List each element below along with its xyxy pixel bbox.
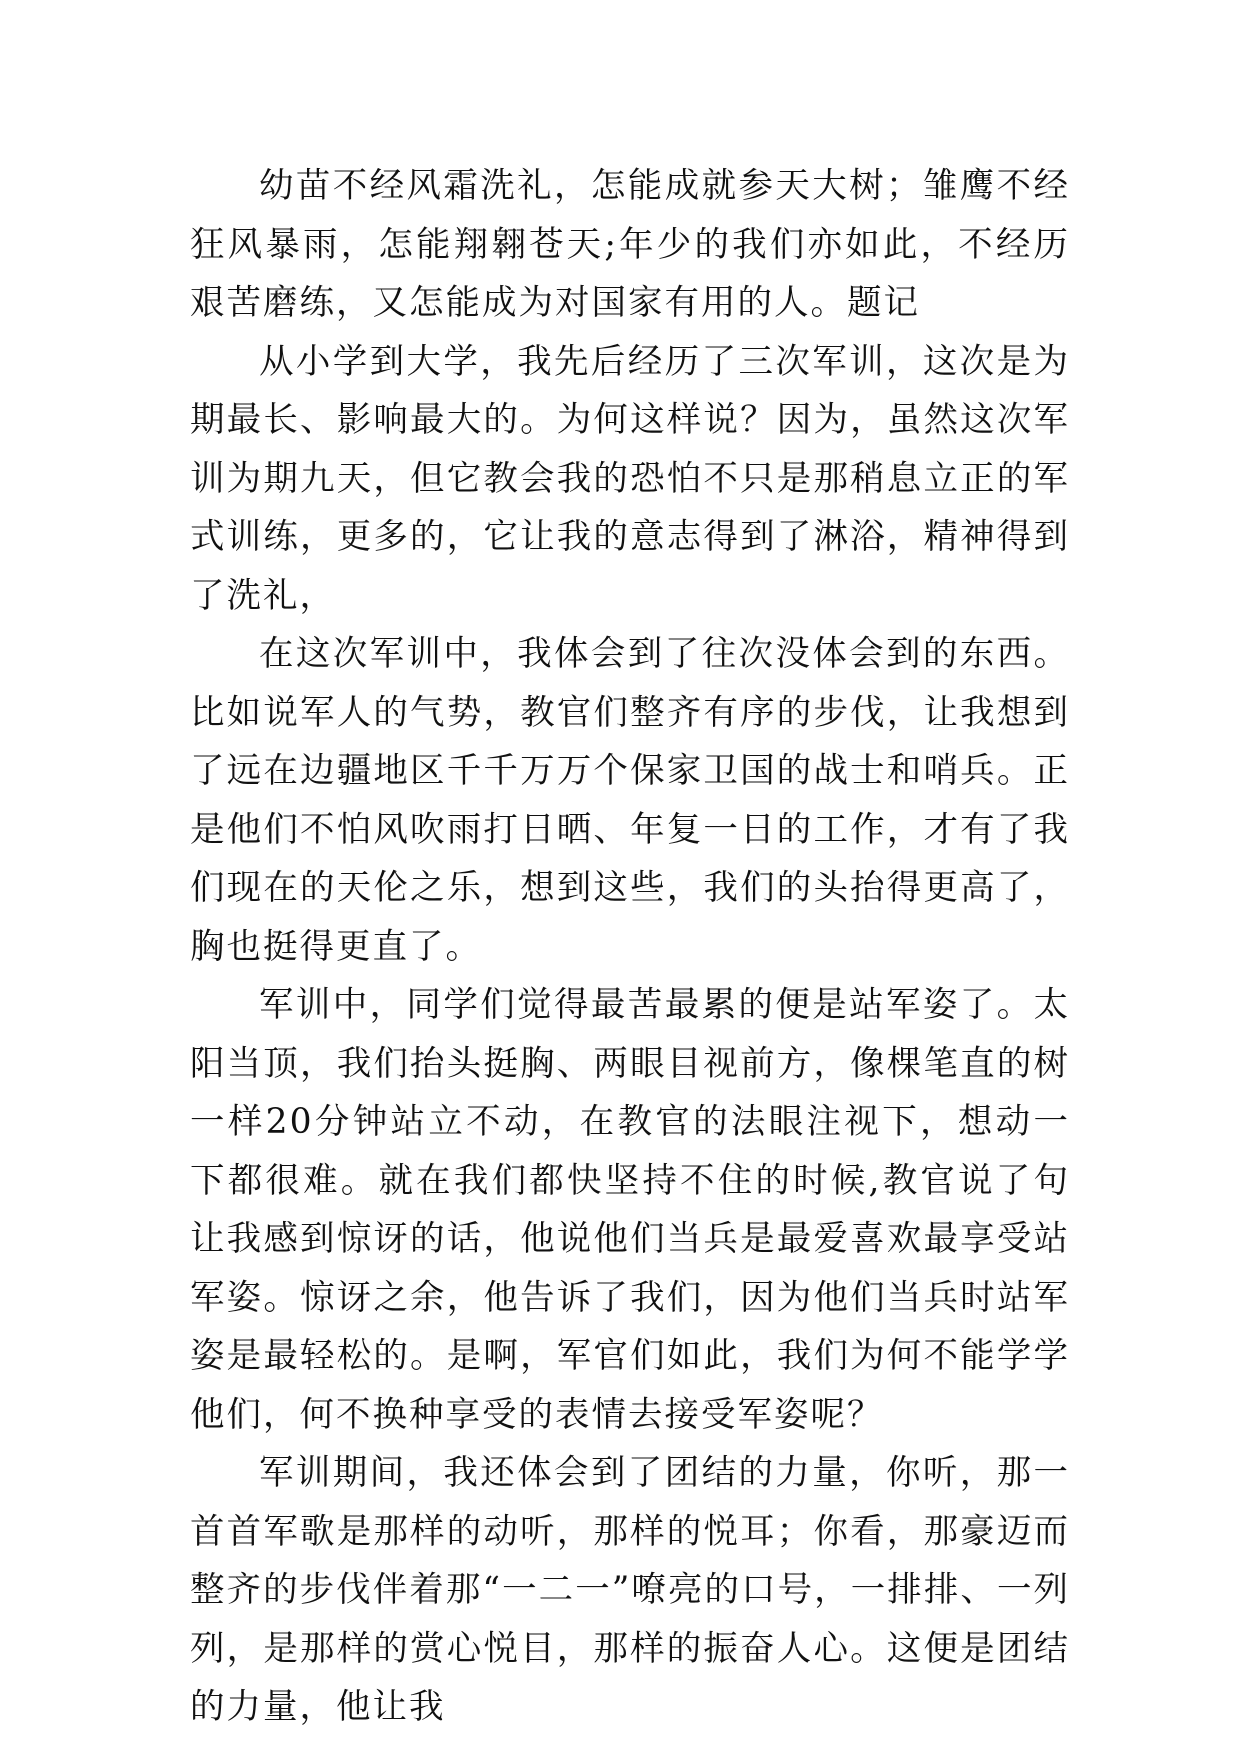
- paragraph-unity-strength: 军训期间，我还体会到了团结的力量，你听，那一首首军歌是那样的动听，那样的悦耳；你看，那豪迈而整齐的步伐伴着那“一二一”嘹亮的口号，一排排、一列列，是那样的赏心悦目，那样的振奋人心。这便是团结的力量，他让我: [190, 1453, 1070, 1727]
- paragraph-standing-posture: 军训中，同学们觉得最苦最累的便是站军姿了。太阳当顶，我们抬头挺胸、两眼目视前方，像棵笔直的树一样20分钟站立不动，在教官的法眼注视下，想动一下都很难。就在我们都快坚持不住的时候,教官说了句让我感到惊讶的话，他说他们当兵是最爱喜欢最享受站军姿。惊讶之余，他告诉了我们，因为他们当兵时站军姿是最轻松的。是啊，军官们如此，我们为何不能学学他们，何不换种享受的表情去接受军姿呢？: [190, 985, 1070, 1435]
- document-body: [190, 157, 1070, 1737]
- paragraph-military-training-intro: 从小学到大学，我先后经历了三次军训，这次是为期最长、影响最大的。为何这样说？因为，虽然这次军训为期九天，但它教会我的恐怕不只是那稍息立正的军式训练，更多的，它让我的意志得到了淋浴，精神得到了洗礼，: [190, 341, 1070, 616]
- paragraph-epigraph: 幼苗不经风霜洗礼，怎能成就参天大树；雏鹰不经狂风暴雨，怎能翔翱苍天;年少的我们亦如此，不经历艰苦磨练，又怎能成为对国家有用的人。题记: [190, 166, 1070, 323]
- paragraph-soldier-spirit: 在这次军训中，我体会到了往次没体会到的东西。比如说军人的气势，教官们整齐有序的步伐，让我想到了远在边疆地区千千万万个保家卫国的战士和哨兵。正是他们不怕风吹雨打日晒、年复一日的工作，才有了我们现在的天伦之乐，想到这些，我们的头抬得更高了，胸也挺得更直了。: [190, 634, 1070, 967]
